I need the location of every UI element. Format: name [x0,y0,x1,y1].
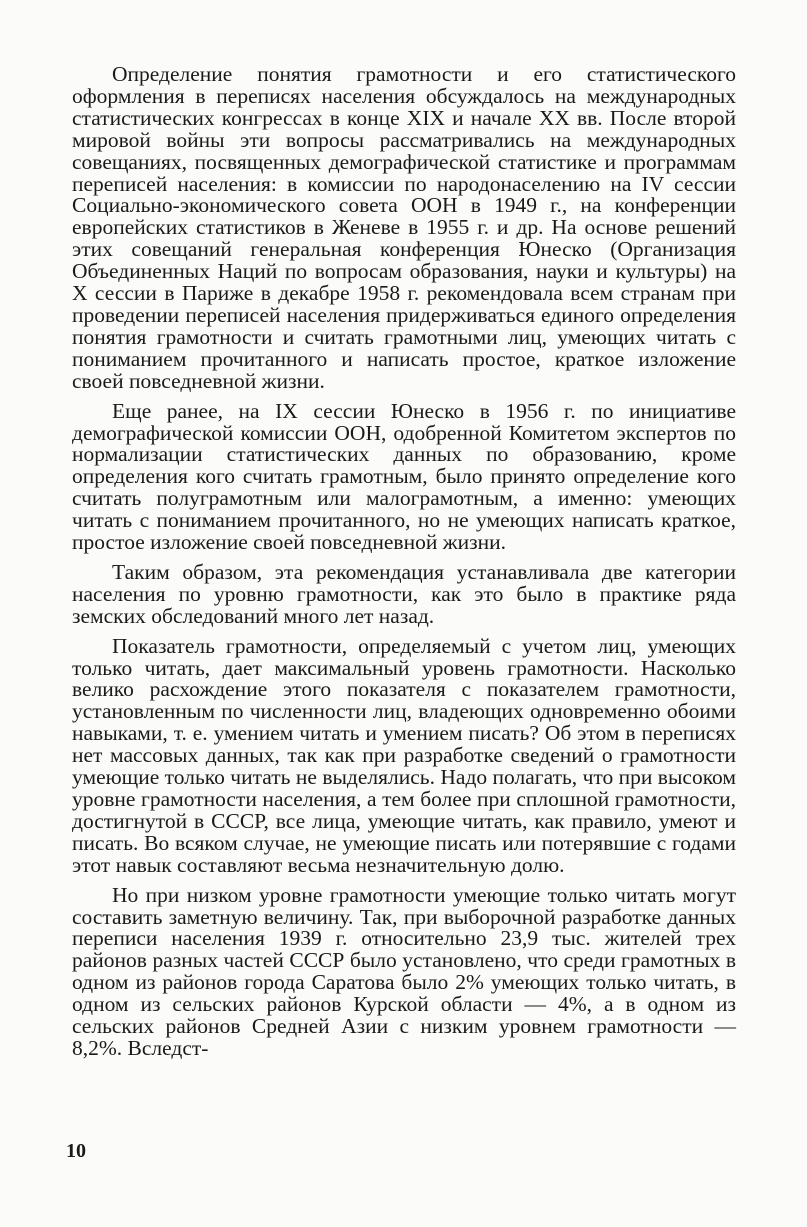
main-text [72,64,736,1068]
paragraph-4: Показатель грамотности, определяемый с учетом лиц, умеющих только читать, дает максимальный уровень грамотности. Насколько велико расхождение этого показателя с показателем грамотности, установленным по численности лиц, владеющих одновременно обоими навыками, т. е. умением читать и умением писать? Об этом в переписях нет массовых данных, так как при разработке сведений о грамотности умеющие только читать не выделялись. Надо полагать, что при высоком уровне грамотности населения, а тем более при сплошной грамотности, достигнутой в СССР, все лица, умеющие читать, как правило, умеют и писать. Во всяком случае, не умеющие писать или потерявшие с годами этот навык составляют весьма незначительную долю. [72,633,736,877]
page-number: 10 [66,1140,86,1162]
paragraph-2: Еще ранее, на IX сессии Юнеско в 1956 г. по инициативе демографической комиссии ООН, одобренной Комитетом экспертов по нормализации статистических данных по образованию, кроме определения кого считать грамотным, было принято определение кого считать полуграмотным или малограмотным, а именно: умеющих читать с пониманием прочитанного, но не умеющих написать краткое, простое изложение своей повседневной жизни. [72,398,736,555]
paragraph-5: Но при низком уровне грамотности умеющие только читать могут составить заметную величину. Так, при выборочной разработке данных переписи населения 1939 г. относительно 23,9 тыс. жителей трех районов разных частей СССР было установлено, что среди грамотных в одном из районов города Саратова было 2% умеющих только читать, в одном из сельских районов Курской области — 4%, а в одном из сельских районов Средней Азии с низким уровнем грамотности — 8,2%. Вследст- [72,882,736,1060]
paragraph-3: Таким образом, эта рекомендация устанавливала две категории населения по уровню грамотности, как это было в практике ряда земских обследований много лет назад. [72,559,736,628]
paragraph-1: Определение понятия грамотности и его статистического оформления в переписях населения обсуждалось на международных статистических конгрессах в конце XIX и начале XX вв. После второй мировой войны эти вопросы рассматривались на международных совещаниях, посвященных демографической статистике и программам переписей населения: в комиссии по народонаселению на IV сессии Социально-экономического совета ООН в 1949 г., на конференции европейских статистиков в Женеве в 1955 г. и др. На основе решений этих совещаний генеральная конференция Юнеско (Организация Объединенных Наций по вопросам образования, науки и культуры) на X сессии в Париже в декабре 1958 г. рекомендовала всем странам при проведении переписей населения придерживаться единого определения понятия грамотности и считать грамотными лиц, умеющих читать с пониманием прочитанного и написать простое, краткое изложение своей повседневной жизни. [72,62,736,393]
